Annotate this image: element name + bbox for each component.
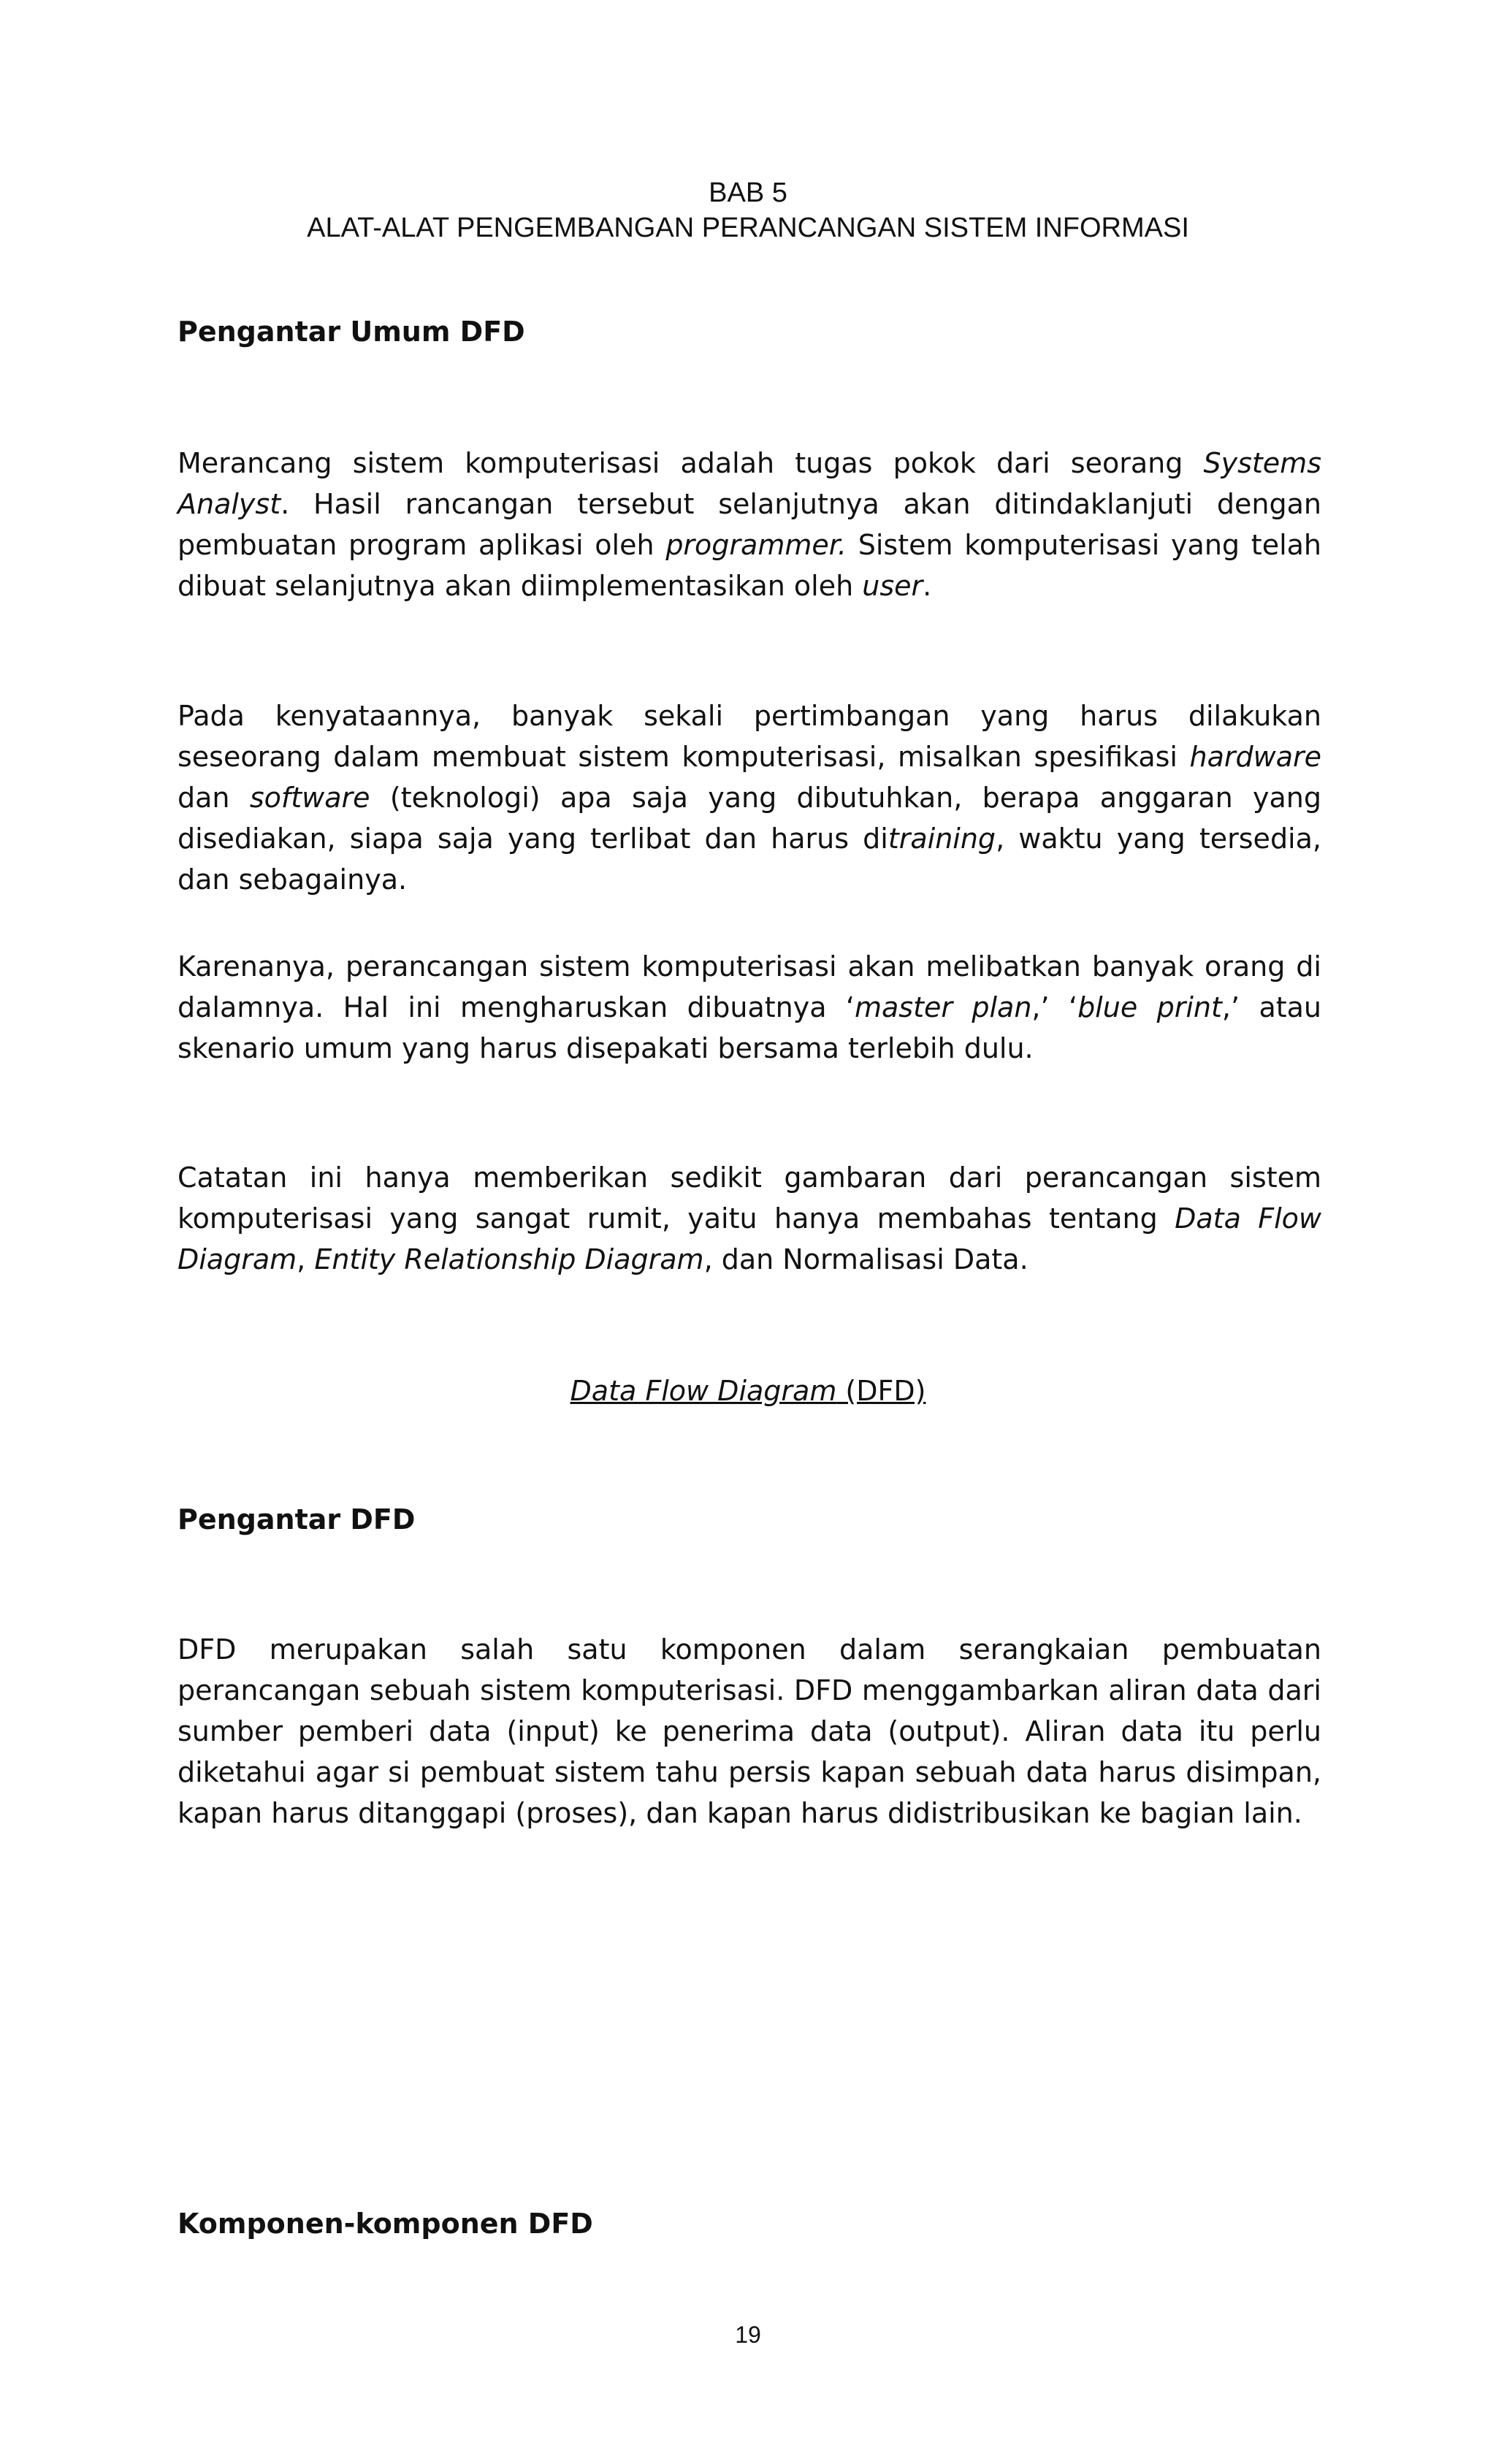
para2-text-3: (teknologi) apa saja yang dibutuhkan, berapa anggaran yang disediakan, siapa saja yang terlibat dan harus di <box>178 782 1321 855</box>
para2-text-1: Pada kenyataannya, banyak sekali pertimbangan yang harus dilakukan seseorang dalam membuat sistem komputerisasi, misalkan spesifikasi <box>178 700 1321 773</box>
para1-italic-3: user <box>862 570 923 602</box>
subtitle-italic: Data Flow Diagram <box>570 1375 837 1407</box>
section-heading-komponen: Komponen-komponen DFD <box>178 2208 593 2240</box>
para4-text-3: , dan Normalisasi Data. <box>703 1243 1028 1275</box>
para4-italic-2: Entity Relationship Diagram <box>314 1243 704 1275</box>
para3-italic-2: blue print <box>1077 991 1222 1023</box>
para1-italic-1: Systems Analyst <box>178 447 1321 520</box>
section-heading-pengantar-umum: Pengantar Umum DFD <box>178 316 525 348</box>
para3-text-2: ,’ ‘ <box>1031 991 1078 1023</box>
para3-text-1: Karenanya, perancangan sistem komputerisasi akan melibatkan banyak orang di dalamnya. Hal ini mengharuskan dibuatnya ‘ <box>178 950 1321 1023</box>
para1-italic-2: programmer. <box>665 529 847 561</box>
subtitle-dfd <box>0 1373 1496 1408</box>
para4-italic-1: Data Flow Diagram <box>178 1202 1321 1275</box>
para2-text-4: , waktu yang tersedia, dan sebagainya. <box>178 823 1321 896</box>
paragraph-1 <box>178 443 1321 606</box>
para2-italic-2: software <box>249 782 370 814</box>
paragraph-3 <box>178 946 1321 1069</box>
para3-text-3: ,’ atau skenario umum yang harus disepakati bersama terlebih dulu. <box>178 991 1321 1064</box>
para2-italic-3: training <box>888 823 996 855</box>
subtitle-rest: (DFD) <box>836 1375 926 1407</box>
para3-italic-1: master plan <box>854 991 1032 1023</box>
page-number: 19 <box>735 2322 761 2348</box>
para2-italic-1: hardware <box>1189 741 1321 773</box>
chapter-title: ALAT-ALAT PENGEMBANGAN PERANCANGAN SISTEM INFORMASI <box>307 213 1189 243</box>
para4-text-1: Catatan ini hanya memberikan sedikit gambaran dari perancangan sistem komputerisasi yang sangat rumit, yaitu hanya membahas tentang <box>178 1162 1321 1235</box>
paragraph-4 <box>178 1157 1321 1280</box>
section-heading-pengantar-dfd: Pengantar DFD <box>178 1503 416 1536</box>
paragraph-5: DFD merupakan salah satu komponen dalam serangkaian pembuatan perancangan sebuah sistem komputerisasi. DFD menggambarkan aliran data dari sumber pemberi data (input) ke penerima data (output). Aliran data itu perlu diketahui agar si pembuat sistem tahu persis kapan sebuah data harus disimpan, kapan harus ditanggapi (proses), dan kapan harus didistribusikan ke bagian lain. <box>178 1633 1321 1829</box>
para4-text-2: , <box>297 1243 315 1275</box>
paragraph-2 <box>178 695 1321 900</box>
para1-text-2: . Hasil rancangan tersebut selanjutnya akan ditindaklanjuti dengan pembuatan program aplikasi oleh <box>178 488 1321 561</box>
para1-text-1: Merancang sistem komputerisasi adalah tugas pokok dari seorang <box>178 447 1204 479</box>
para1-text-4: . <box>923 570 932 602</box>
para2-text-2: dan <box>178 782 250 814</box>
chapter-number: BAB 5 <box>709 178 787 208</box>
para1-text-3: Sistem komputerisasi yang telah dibuat selanjutnya akan diimplementasikan oleh <box>178 529 1321 602</box>
